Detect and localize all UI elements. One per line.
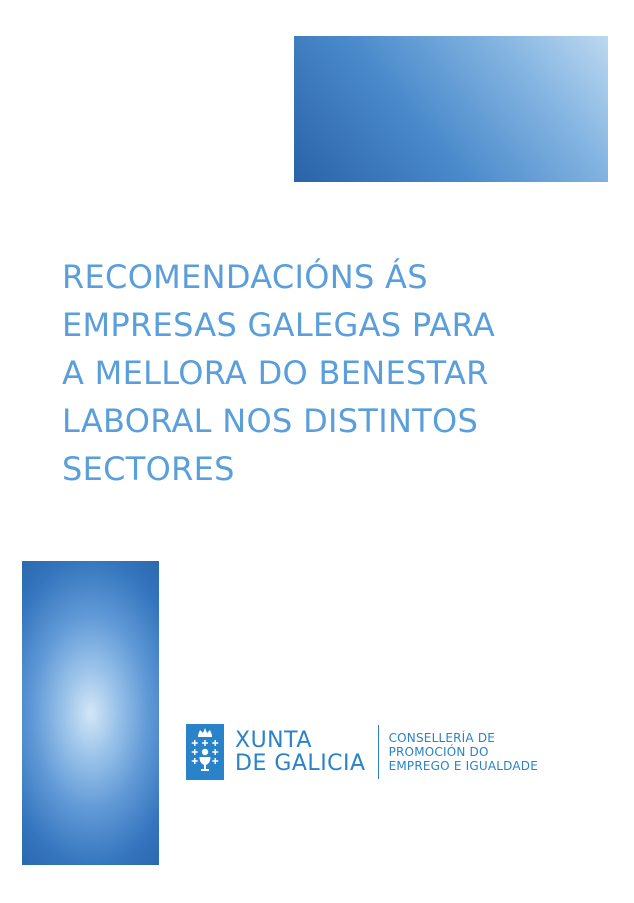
title-line: LABORAL NOS DISTINTOS [62,402,479,440]
title-line: RECOMENDACIÓNS ÁS [62,258,428,296]
document-title [62,253,582,493]
xunta-galicia-logo [186,722,538,782]
department-line: CONSELLERÍA DE [388,731,496,745]
brand-line: DE GALICIA [235,751,366,776]
title-line: SECTORES [62,450,235,488]
decorative-gradient-block-bottom [22,561,159,865]
title-line: EMPRESAS GALEGAS PARA [62,306,496,344]
logo-divider [378,725,379,779]
xunta-galicia-shield-icon [186,724,224,780]
department-line: PROMOCIÓN DO [388,745,489,759]
brand-name [235,729,366,775]
decorative-gradient-block-top [294,36,608,182]
title-line: A MELLORA DO BENESTAR [62,354,489,392]
department-line: EMPREGO E IGUALDADE [388,759,539,773]
department-name [389,731,538,773]
brand-line: XUNTA [235,728,312,753]
